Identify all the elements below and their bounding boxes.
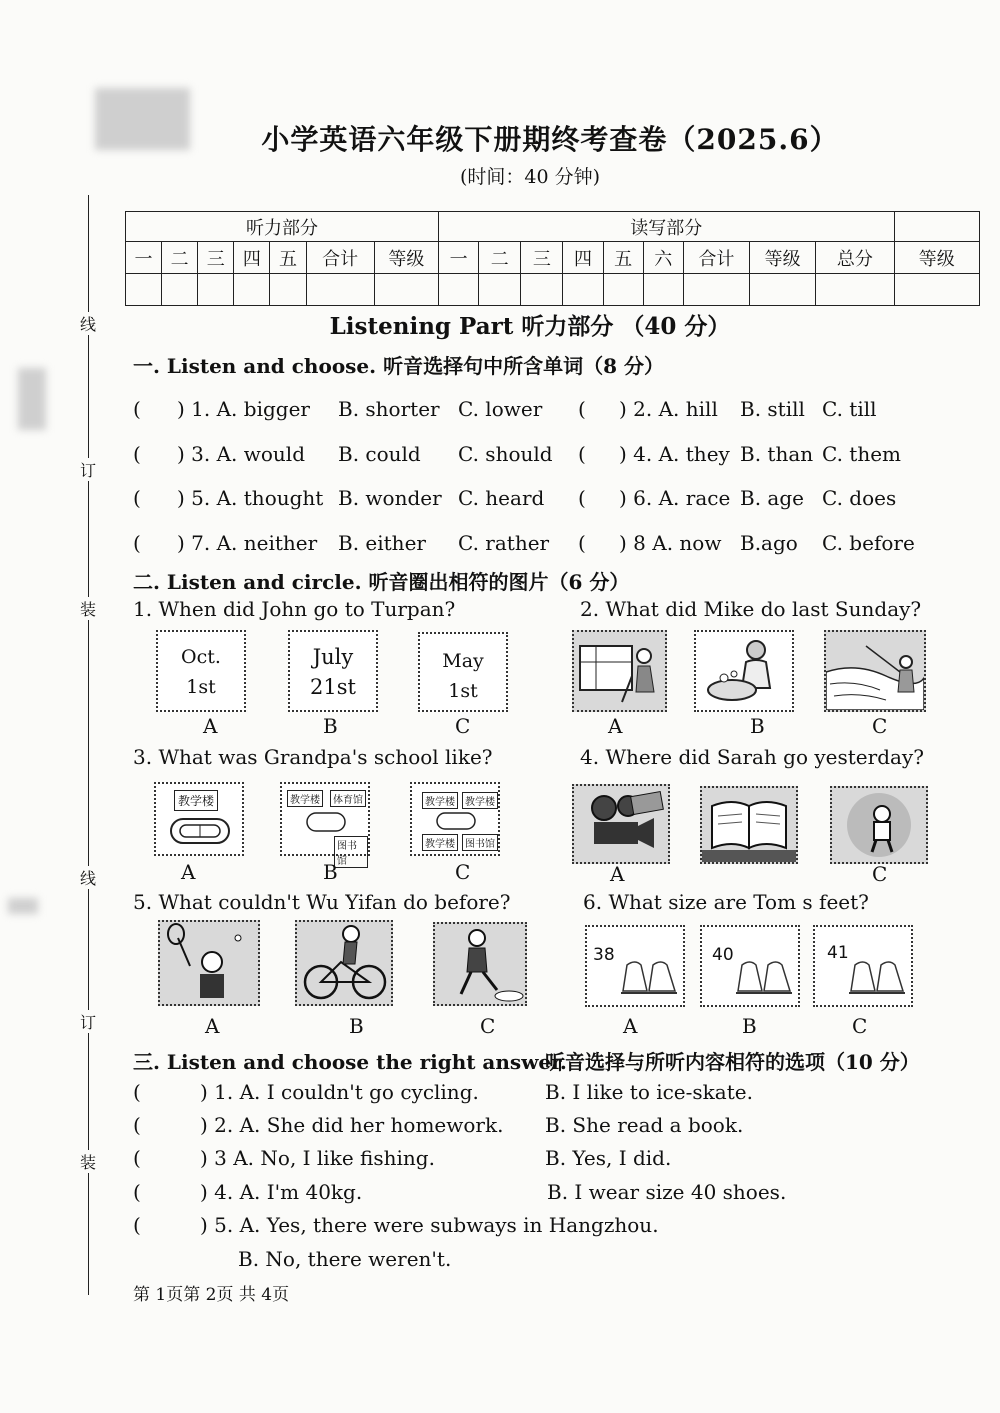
school-map-option[interactable]	[154, 782, 244, 856]
s2-question: 4. Where did Sarah go yesterday?	[580, 745, 924, 769]
s1-q2: ) 2. A. hill	[619, 397, 718, 421]
answer-paren[interactable]: (	[133, 1080, 141, 1104]
shoes-icon	[734, 955, 798, 999]
section1-title: 一. Listen and choose. 听音选择句中所含单词（8 分）	[133, 354, 664, 378]
open-book-icon	[702, 788, 796, 862]
score-cell[interactable]	[374, 274, 438, 306]
building-label: 教学楼	[287, 790, 323, 807]
option-label: B	[750, 714, 765, 738]
option-label: C	[480, 1014, 496, 1038]
col-header: 总分	[816, 242, 894, 274]
shoe-size: 40	[712, 945, 734, 965]
s1-q5-b: B. wonder	[338, 486, 442, 510]
score-cell[interactable]	[683, 274, 749, 306]
option-label: A	[205, 1014, 220, 1038]
school-map-option[interactable]	[280, 782, 370, 867]
cycling-illustration	[297, 922, 391, 1004]
playground-icon	[436, 812, 476, 830]
score-cell[interactable]	[603, 274, 643, 306]
s1-q2-b: B. still	[740, 397, 805, 421]
playground-icon	[306, 812, 346, 832]
building-label: 教学楼	[422, 792, 458, 809]
score-cell[interactable]	[439, 274, 479, 306]
picture-option-space-museum[interactable]	[830, 786, 928, 864]
binding-char: 装	[80, 1150, 96, 1173]
col-header: 等级	[374, 242, 438, 274]
section3-title-cn: 听音选择与所听内容相符的选项（10 分）	[545, 1050, 920, 1074]
option-label: A	[203, 714, 218, 738]
binding-char: 线	[80, 866, 96, 889]
binding-char: 线	[80, 312, 96, 335]
ice-skating-illustration	[435, 924, 525, 1004]
picture-option-cinema[interactable]	[572, 784, 670, 864]
answer-paren[interactable]: (	[578, 442, 586, 466]
shoe-size-option[interactable]	[585, 925, 685, 1007]
s1-q3-c: C. should	[458, 442, 553, 466]
score-cell[interactable]	[126, 274, 162, 306]
s3-q1-b: B. I like to ice-skate.	[545, 1080, 753, 1104]
score-table	[125, 211, 980, 306]
col-header: 三	[198, 242, 234, 274]
s1-q7-c: C. rather	[458, 531, 550, 555]
shoe-size: 41	[827, 943, 849, 963]
s1-q8-c: C. before	[822, 531, 915, 555]
building-label: 教学楼	[174, 790, 218, 811]
s1-q6: ) 6. A. race	[619, 486, 731, 510]
building-label: 体育馆	[330, 790, 366, 807]
page-title: 小学英语六年级下册期终考查卷（2025.6）	[261, 123, 839, 156]
date-day: 21st	[310, 675, 356, 699]
empty-header	[894, 212, 979, 242]
option-label: B	[323, 714, 338, 738]
option-label: B	[742, 1014, 757, 1038]
date-day: 1st	[448, 680, 478, 702]
col-header: 三	[521, 242, 563, 274]
s3-q2-a: ) 2. A. She did her homework.	[200, 1113, 504, 1137]
date-month: May	[442, 650, 484, 672]
s1-q6-b: B. age	[740, 486, 804, 510]
s2-question: 1. When did John go to Turpan?	[133, 597, 456, 621]
s3-q3-b: B. Yes, I did.	[545, 1146, 672, 1170]
answer-paren[interactable]: (	[133, 442, 141, 466]
s2-question: 5. What couldn't Wu Yifan do before?	[133, 890, 511, 914]
col-header: 六	[643, 242, 683, 274]
cleaning-illustration	[574, 632, 665, 710]
picture-option-library[interactable]	[700, 786, 798, 864]
score-cell[interactable]	[894, 274, 979, 306]
picture-option-cleaning[interactable]	[572, 630, 667, 712]
date-card-option[interactable]	[288, 630, 378, 712]
s1-q8: ) 8 A. now	[619, 531, 722, 555]
fishing-illustration	[826, 632, 924, 710]
building-label: 图书馆	[462, 834, 498, 851]
option-label: C	[455, 860, 471, 884]
answer-paren[interactable]: (	[578, 397, 586, 421]
s1-q1-b: B. shorter	[338, 397, 440, 421]
s1-q3: ) 3. A. would	[177, 442, 306, 466]
date-card-option[interactable]	[156, 630, 246, 712]
reading-header: 读写部分	[439, 212, 895, 242]
col-header: 等级	[894, 242, 979, 274]
s3-q3-a: ) 3 A. No, I like fishing.	[200, 1146, 435, 1170]
s3-q4-a: ) 4. A. I'm 40kg.	[200, 1180, 363, 1204]
redacted-area	[8, 898, 38, 914]
s3-q1-a: ) 1. A. I couldn't go cycling.	[200, 1080, 479, 1104]
option-label: A	[610, 862, 625, 886]
building-label: 图书馆	[334, 836, 368, 868]
score-cell[interactable]	[270, 274, 306, 306]
s1-q7: ) 7. A. neither	[177, 531, 318, 555]
option-label: C	[852, 1014, 868, 1038]
s2-question: 2. What did Mike do last Sunday?	[580, 597, 922, 621]
score-cell[interactable]	[306, 274, 374, 306]
shoe-size-option[interactable]	[700, 925, 800, 1007]
date-day: 1st	[186, 676, 216, 698]
col-header: 一	[126, 242, 162, 274]
part-title: Listening Part 听力部分 （40 分）	[329, 313, 731, 340]
col-header: 二	[479, 242, 521, 274]
binding-char: 订	[80, 1010, 96, 1033]
page-footer: 第 1页第 2页 共 4页	[133, 1285, 290, 1305]
date-month: Oct.	[181, 646, 221, 668]
option-label: C	[872, 714, 888, 738]
s1-q5-c: C. heard	[458, 486, 545, 510]
section3-title: 三. Listen and choose the right answer.	[133, 1050, 567, 1074]
s1-q4-b: B. than	[740, 442, 814, 466]
option-label: A	[608, 714, 623, 738]
picture-option-fishing[interactable]	[824, 630, 926, 712]
listening-header: 听力部分	[126, 212, 439, 242]
school-map-option[interactable]	[410, 782, 500, 856]
score-cell[interactable]	[643, 274, 683, 306]
date-card-option[interactable]	[418, 632, 508, 712]
s1-q2-c: C. till	[822, 397, 877, 421]
col-header: 五	[270, 242, 306, 274]
answer-paren[interactable]: (	[133, 397, 141, 421]
score-cell[interactable]	[162, 274, 198, 306]
shoe-size-option[interactable]	[813, 925, 913, 1007]
s1-q4: ) 4. A. they	[619, 442, 730, 466]
binding-line	[88, 195, 89, 1295]
score-cell[interactable]	[563, 274, 603, 306]
answer-paren[interactable]: (	[133, 531, 141, 555]
score-cell[interactable]	[479, 274, 521, 306]
col-header: 合计	[683, 242, 749, 274]
badminton-illustration	[160, 922, 258, 1004]
picture-option-cycling[interactable]	[295, 920, 393, 1006]
option-label: B	[349, 1014, 364, 1038]
col-header: 四	[563, 242, 603, 274]
score-cell[interactable]	[521, 274, 563, 306]
answer-paren[interactable]: (	[578, 531, 586, 555]
option-label: A	[623, 1014, 638, 1038]
s3-q5-a: ) 5. A. Yes, there were subways in Hangzhou.	[200, 1213, 659, 1237]
score-cell[interactable]	[816, 274, 894, 306]
answer-paren[interactable]: (	[578, 486, 586, 510]
option-label: B	[323, 860, 338, 884]
picture-option-badminton[interactable]	[158, 920, 260, 1006]
answer-paren[interactable]: (	[133, 1146, 141, 1170]
option-label: A	[181, 860, 196, 884]
s1-q8-b: B.ago	[740, 531, 798, 555]
col-header: 合计	[306, 242, 374, 274]
score-cell[interactable]	[198, 274, 234, 306]
col-header: 一	[439, 242, 479, 274]
binding-char: 装	[80, 597, 96, 620]
s3-q2-b: B. She read a book.	[545, 1113, 744, 1137]
shoe-size: 38	[593, 945, 615, 965]
playground-icon	[170, 818, 230, 844]
score-cell[interactable]	[234, 274, 270, 306]
s1-q7-b: B. either	[338, 531, 426, 555]
redacted-area	[18, 368, 46, 430]
film-camera-icon	[574, 786, 668, 862]
s2-question: 6. What size are Tom s feet?	[583, 890, 869, 914]
answer-paren[interactable]: (	[133, 1213, 141, 1237]
answer-paren[interactable]: (	[133, 486, 141, 510]
washing-illustration	[696, 632, 792, 710]
s1-q3-b: B. could	[338, 442, 421, 466]
exam-duration: (时间：40 分钟)	[459, 166, 601, 188]
s1-q6-c: C. does	[822, 486, 897, 510]
col-header: 等级	[750, 242, 816, 274]
s1-q5: ) 5. A. thought	[177, 486, 324, 510]
option-label: C	[872, 862, 888, 886]
col-header: 二	[162, 242, 198, 274]
section2-title: 二. Listen and circle. 听音圈出相符的图片（6 分）	[133, 570, 630, 594]
s3-q4-b: B. I wear size 40 shoes.	[547, 1180, 787, 1204]
s2-question: 3. What was Grandpa's school like?	[133, 745, 493, 769]
picture-option-washing[interactable]	[694, 630, 794, 712]
binding-char: 订	[80, 458, 96, 481]
s1-q1: ) 1. A. bigger	[177, 397, 310, 421]
col-header: 五	[603, 242, 643, 274]
answer-paren[interactable]: (	[133, 1113, 141, 1137]
astronaut-icon	[832, 788, 926, 862]
s1-q1-c: C. lower	[458, 397, 543, 421]
picture-option-skating[interactable]	[433, 922, 527, 1006]
shoes-icon	[619, 955, 683, 999]
shoes-icon	[847, 955, 911, 999]
building-label: 教学楼	[422, 834, 458, 851]
s1-q4-c: C. them	[822, 442, 902, 466]
score-cell[interactable]	[750, 274, 816, 306]
building-label: 教学楼	[462, 792, 498, 809]
answer-paren[interactable]: (	[133, 1180, 141, 1204]
date-month: July	[312, 645, 354, 669]
col-header: 四	[234, 242, 270, 274]
s3-q5-b: B. No, there weren't.	[238, 1247, 452, 1271]
option-label: C	[455, 714, 471, 738]
